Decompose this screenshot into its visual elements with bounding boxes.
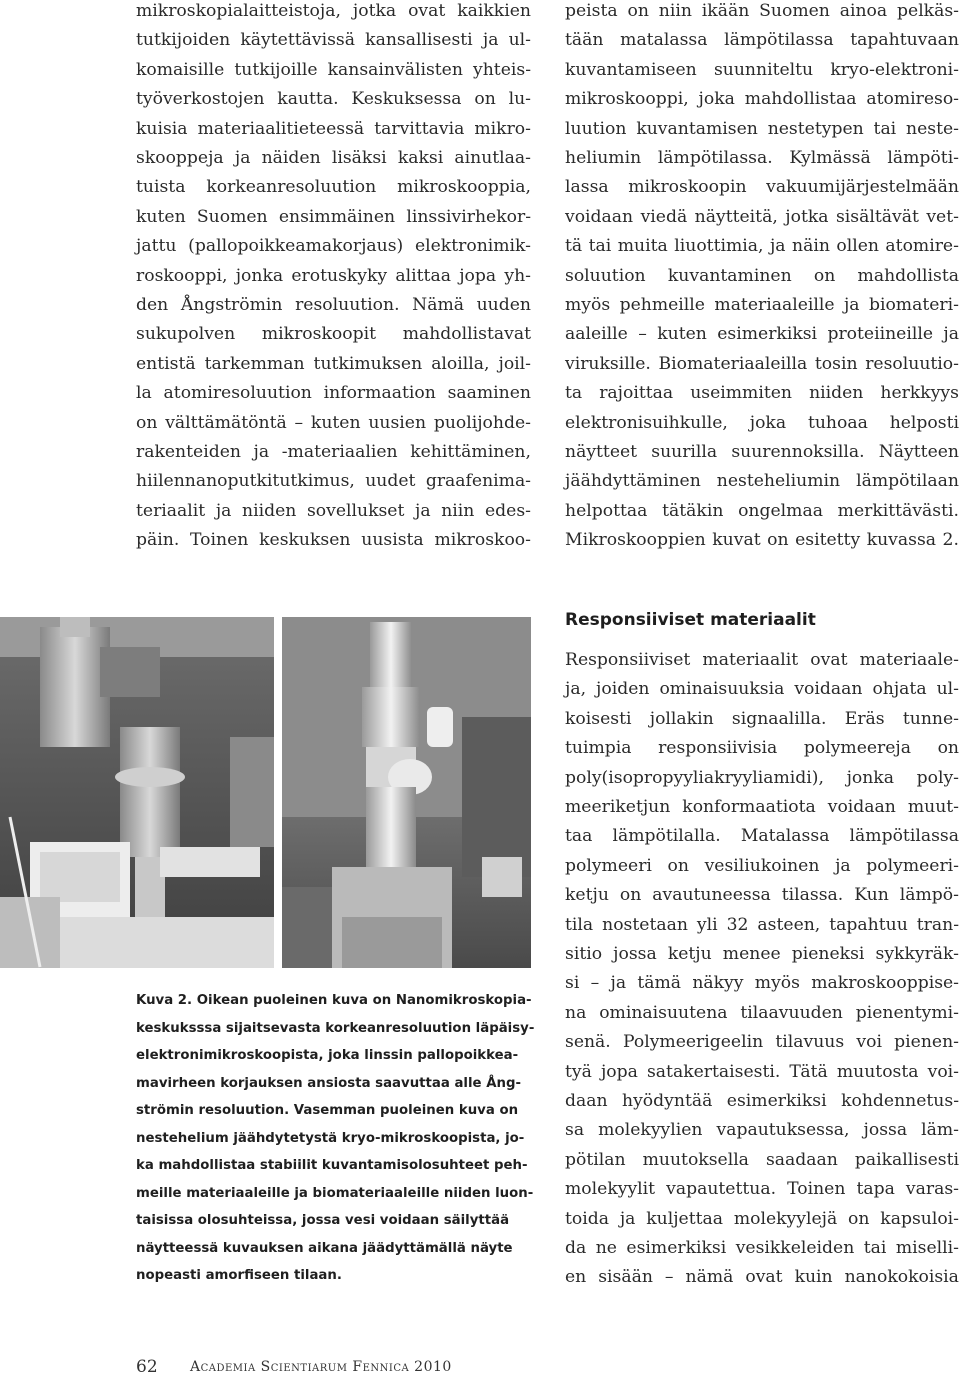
text-line: ja, joiden ominaisuuksia voidaan ohjata ul-: [565, 679, 959, 700]
text-line: helpottaa tätäkin ongelmaa merkittävästi.: [565, 500, 959, 521]
text-line: polymeeri on vesiliukoinen ja polymeeri-: [565, 855, 959, 876]
section-heading: Responsiiviset materiaalit: [565, 610, 816, 630]
caption-line: ka mahdollistaa stabiilit kuvantamisolosuhteet peh-: [136, 1158, 528, 1173]
text-line: viruksille. Biomateriaaleilla tosin resoluutio-: [565, 353, 959, 374]
text-line: kuten Suomen ensimmäinen linssivirhekor-: [136, 206, 531, 227]
text-line: entistä tarkemman tutkimuksen aloilla, joil-: [136, 353, 531, 374]
text-line: toida ja kuljettaa molekyylejä on kapsuloi-: [565, 1208, 959, 1229]
text-line: da ne esimerkiksi vesikkeleiden tai miselli-: [565, 1238, 959, 1258]
text-line: heliumin lämpötilassa. Kylmässä lämpöti-: [565, 148, 959, 168]
text-line: tila nostetaan yli 32 asteen, tapahtuu tran-: [565, 914, 959, 935]
text-line: hiilennanoputkitutkimus, uudet graafenima-: [136, 471, 531, 492]
text-line: roskooppi, jonka erotuskyky alittaa jopa yh-: [136, 265, 531, 286]
text-line: tään matalassa lämpötilassa tapahtuvaan: [565, 30, 959, 51]
text-line: lassa mikroskoopin vakuumijärjestelmään: [565, 177, 959, 198]
caption-line: meille materiaaleille ja biomateriaaleille niiden luon-: [136, 1185, 534, 1201]
text-line: molekyylit vapautettua. Toinen tapa varas-: [565, 1179, 959, 1200]
text-line: komaisille tutkijoille kansainvälisten yhteis-: [136, 59, 531, 80]
text-line: sa molekyylien vapautuksessa, jossa läm-: [565, 1120, 959, 1141]
caption-line: nestehelium jäähdytetystä kryo-mikroskoopista, jo-: [136, 1130, 525, 1146]
caption-line: Kuva 2. Oikean puoleinen kuva on Nanomikroskopia-: [136, 993, 532, 1008]
text-line: voidaan viedä näytteitä, jotka sisältävät vet-: [565, 206, 959, 227]
text-line: taa lämpötilalla. Matalassa lämpötilassa: [565, 826, 959, 847]
text-line: tutkijoiden käytettävissä kansallisesti ja ul-: [136, 30, 531, 51]
text-line: luution kuvantamisen nestetypen tai neste-: [565, 118, 959, 139]
caption-line: näytteessä kuvauksen aikana jäädyttämällä näyte: [136, 1240, 513, 1256]
caption-line: nopeasti amorfiseen tilaan.: [136, 1268, 342, 1283]
text-line: la atomiresoluution informaation saaminen: [136, 383, 531, 404]
publication-title: Academia Scientiarum Fennica 2010: [190, 1359, 452, 1375]
text-line: tuista korkeanresoluution mikroskooppia,: [136, 177, 531, 198]
text-line: skooppeja ja näiden lisäksi kaksi ainutlaa-: [136, 148, 531, 168]
text-line: peista on niin ikään Suomen ainoa pelkäs-: [565, 1, 959, 21]
text-line: si – ja tämä näkyy myös makroskooppise-: [565, 973, 959, 994]
text-line: jattu (pallopoikkeamakorjaus) elektronimik-: [136, 236, 531, 257]
text-line: aaleille – kuten esimerkiksi proteiineille ja: [565, 324, 959, 345]
text-line: tuimpia responsiivisia polymeereja on: [565, 738, 959, 759]
caption-line: taisissa olosuhteissa, jossa vesi voidaan säilyttää: [136, 1213, 510, 1228]
cryo-microscope-photo: [0, 617, 274, 968]
text-line: den Ångströmin resoluution. Nämä uuden: [136, 295, 531, 315]
tem-microscope-photo: [282, 617, 531, 968]
caption-line: mavirheen korjauksen ansiosta saavuttaa alle Ång-: [136, 1075, 521, 1091]
text-line: teriaalit ja niiden sovellukset ja niin edes-: [136, 500, 531, 521]
page-number: 62: [136, 1357, 158, 1377]
text-line: päin. Toinen keskuksen uusista mikroskoo-: [136, 530, 531, 551]
text-line: na ominaisuutena tilaavuuden pienentymi-: [565, 1002, 959, 1023]
text-line: Mikroskooppien kuvat on esitetty kuvassa 2.: [565, 530, 959, 551]
text-line: tä tai muita liuottimia, ja näin ollen atomire-: [565, 236, 959, 257]
text-line: soluution kuvantaminen on mahdollista: [565, 265, 959, 286]
text-line: jäähdyttäminen nesteheliumin lämpötilaan: [565, 471, 959, 492]
text-line: näytteet suurilla suurennoksilla. Näytteen: [565, 442, 959, 462]
text-line: kuvantamiseen suunniteltu kryo-elektroni-: [565, 59, 959, 80]
text-line: on välttämätöntä – kuten uusien puolijohde-: [136, 412, 531, 433]
text-line: poly(isopropyyliakryyliamidi), jonka poly-: [565, 767, 959, 788]
text-line: rakenteiden ja -materiaalien kehittäminen,: [136, 442, 531, 462]
text-line: meeriketjun konformaatiota voidaan muut-: [565, 797, 959, 817]
text-line: koisesti jollakin signaalilla. Eräs tunne-: [565, 708, 959, 729]
text-line: mikroskopialaitteistoja, jotka ovat kaikkien: [136, 1, 531, 21]
caption-line: elektronimikroskoopista, joka linssin pallopoikkea-: [136, 1048, 519, 1063]
caption-line: strömin resoluution. Vasemman puoleinen kuva on: [136, 1103, 519, 1118]
caption-line: keskuksssa sijaitsevasta korkeanresoluution läpäisy-: [136, 1020, 535, 1036]
text-line: sukupolven mikroskoopit mahdollistavat: [136, 324, 531, 345]
text-line: sitio jossa ketju menee pieneksi sykkyräk-: [565, 944, 959, 964]
text-line: daan hyödyntää esimerkiksi kohdennetus-: [565, 1091, 959, 1111]
text-line: mikroskooppi, joka mahdollistaa atomireso-: [565, 89, 959, 110]
text-line: ta rajoittaa useimmiten niiden herkkyys: [565, 383, 959, 404]
text-line: senä. Polymeerigeelin tilavuus voi pienen-: [565, 1032, 959, 1053]
text-line: tyä jopa satakertaisesti. Tätä muutosta voi-: [565, 1061, 959, 1082]
text-line: ketju on avautuneessa tilassa. Kun lämpö-: [565, 885, 959, 906]
text-line: työverkostojen kautta. Keskuksessa on lu-: [136, 89, 531, 110]
text-line: Responsiiviset materiaalit ovat materiaale-: [565, 650, 959, 670]
text-line: myös pehmeille materiaaleille ja biomateri-: [565, 295, 959, 315]
text-line: elektronisuihkulle, joka tuhoaa helposti: [565, 412, 959, 433]
text-line: pötilan muutoksella saadaan paikallisesti: [565, 1149, 959, 1170]
text-line: en sisään – nämä ovat kuin nanokokoisia: [565, 1267, 959, 1288]
text-line: kuisia materiaalitieteessä tarvittavia mikro-: [136, 118, 531, 139]
